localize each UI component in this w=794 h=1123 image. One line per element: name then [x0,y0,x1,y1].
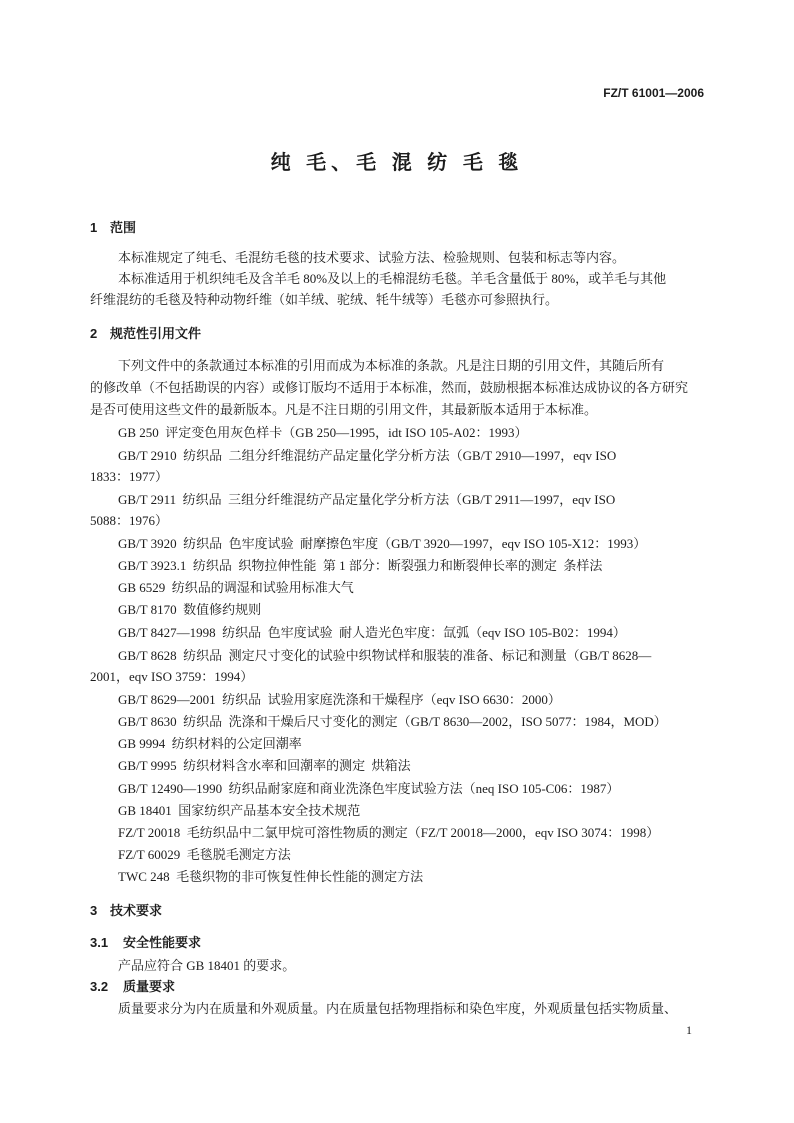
reference-item-continuation: 2001，eqv ISO 3759：1994） [90,669,254,684]
paragraph-line: 本标准规定了纯毛、毛混纺毛毯的技术要求、试验方法、检验规则、包装和标志等内容。 [118,250,626,265]
subsection-3-2-number: 3.2 [90,979,109,994]
reference-item: GB/T 8628 纺织品 测定尺寸变化的试验中织物试样和服装的准备、标记和测量（GB/T 8628— [118,648,652,663]
reference-item: GB/T 12490—1990 纺织品耐家庭和商业洗涤色牢度试验方法（neq ISO 105-C06：1987） [118,781,620,796]
section-3-title: 技术要求 [110,903,163,918]
reference-item: GB/T 3920 纺织品 色牢度试验 耐摩擦色牢度（GB/T 3920—1997，eqv ISO 105-X12：1993） [118,536,647,551]
paragraph-line: 产品应符合 GB 18401 的要求。 [118,958,296,973]
section-2-title: 规范性引用文件 [110,326,202,341]
reference-item: GB/T 9995 纺织材料含水率和回潮率的测定 烘箱法 [118,758,411,773]
reference-item: GB 18401 国家纺织产品基本安全技术规范 [118,803,361,818]
subsection-3-2-title: 质量要求 [123,979,176,994]
paragraph-line: 本标准适用于机织纯毛及含羊毛 80%及以上的毛棉混纺毛毯。羊毛含量低于 80%，或羊毛与其他 [118,271,667,286]
reference-item: FZ/T 60029 毛毯脱毛测定方法 [118,847,291,862]
reference-item: GB/T 8629—2001 纺织品 试验用家庭洗涤和干燥程序（eqv ISO 6630：2000） [118,692,561,707]
reference-item: GB/T 8427—1998 纺织品 色牢度试验 耐人造光色牢度：氙弧（eqv ISO 105-B02：1994） [118,625,626,640]
subsection-3-1-title: 安全性能要求 [123,935,202,950]
reference-item: GB/T 2910 纺织品 二组分纤维混纺产品定量化学分析方法（GB/T 2910—1997，eqv ISO [118,448,617,463]
reference-item: GB 6529 纺织品的调湿和试验用标准大气 [118,580,354,595]
reference-item: GB/T 2911 纺织品 三组分纤维混纺产品定量化学分析方法（GB/T 2911—1997，eqv ISO [118,492,616,507]
standard-code: FZ/T 61001—2006 [603,86,704,100]
reference-item: GB/T 8630 纺织品 洗涤和干燥后尺寸变化的测定（GB/T 8630—2002，ISO 5077：1984，MOD） [118,714,667,729]
subsection-3-1-number: 3.1 [90,935,109,950]
reference-item-continuation: 5088：1976） [90,513,169,528]
reference-item-continuation: 1833：1977） [90,469,169,484]
reference-item: FZ/T 20018 毛纺织品中二氯甲烷可溶性物质的测定（FZ/T 20018—2000，eqv ISO 3074：1998） [118,825,660,840]
paragraph-line: 质量要求分为内在质量和外观质量。内在质量包括物理指标和染色牢度，外观质量包括实物质量、 [118,1001,678,1016]
paragraph-line: 是否可使用这些文件的最新版本。凡是不注日期的引用文件，其最新版本适用于本标准。 [90,402,598,417]
paragraph-line: 的修改单（不包括勘误的内容）或修订版均不适用于本标准，然而，鼓励根据本标准达成协议的各方研究 [90,380,689,395]
paragraph-line: 纤维混纺的毛毯及特种动物纤维（如羊绒、驼绒、牦牛绒等）毛毯亦可参照执行。 [90,292,559,307]
reference-item: TWC 248 毛毯织物的非可恢复性伸长性能的测定方法 [118,869,424,884]
section-1-number: 1 [90,220,98,235]
reference-item: GB 250 评定变色用灰色样卡（GB 250—1995，idt ISO 105-A02：1993） [118,425,528,440]
section-2-number: 2 [90,326,98,341]
reference-item: GB 9994 纺织材料的公定回潮率 [118,736,302,751]
reference-item: GB/T 8170 数值修约规则 [118,602,262,617]
document-title: 纯 毛、毛 混 纺 毛 毯 [270,152,524,174]
page-number: 1 [686,1023,692,1037]
paragraph-line: 下列文件中的条款通过本标准的引用而成为本标准的条款。凡是注日期的引用文件，其随后所有 [118,358,665,373]
reference-item: GB/T 3923.1 纺织品 织物拉伸性能 第 1 部分：断裂强力和断裂伸长率的测定 条样法 [118,558,603,573]
section-3-number: 3 [90,903,98,918]
section-1-title: 范围 [110,220,137,235]
